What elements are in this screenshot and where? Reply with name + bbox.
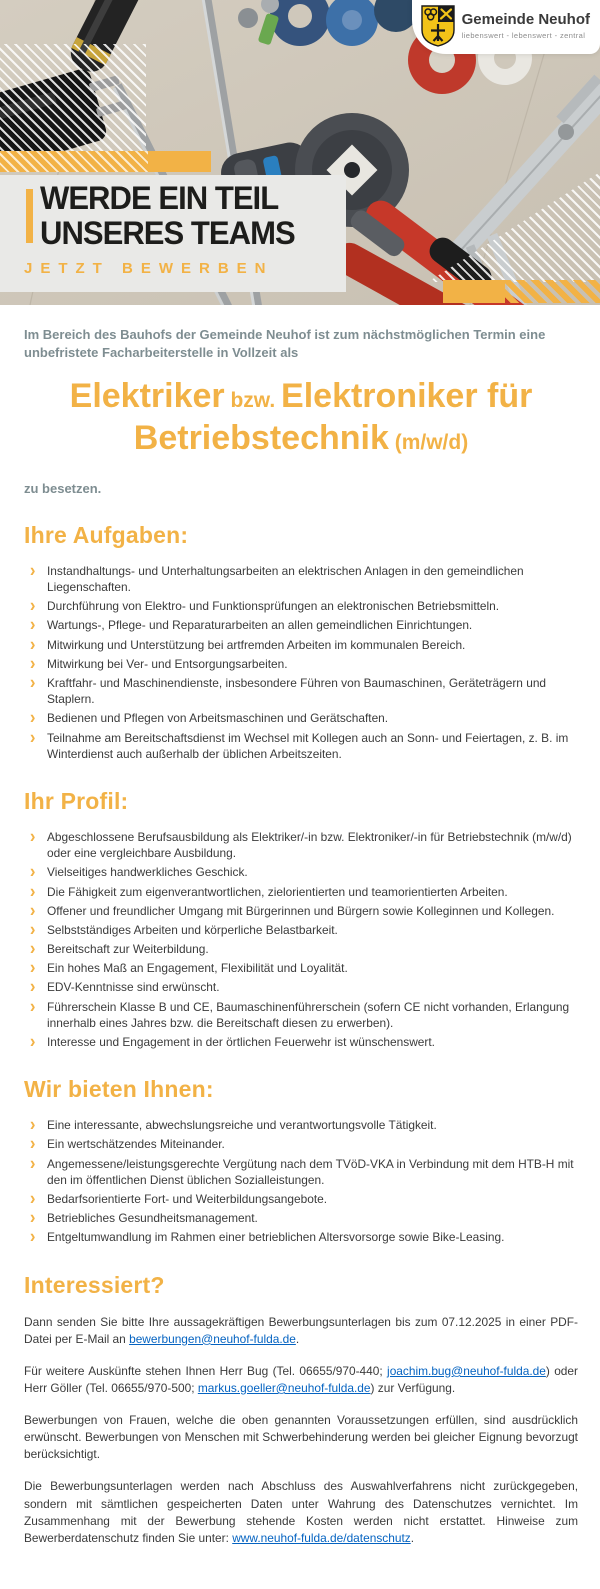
list-item xyxy=(29,882,578,902)
after-title-text: zu besetzen. xyxy=(24,480,102,496)
email-or-web-link[interactable]: bewerbungen@neuhof-fulda.de xyxy=(129,1331,296,1346)
headline-box xyxy=(0,175,346,292)
list-item-text: Betriebliches Gesundheitsmanagement. xyxy=(47,1211,258,1226)
chevron-right-icon: › xyxy=(29,728,36,748)
yellow-band-top xyxy=(0,151,211,172)
section-title: Ihr Profil: xyxy=(24,787,129,814)
list-item-text: Führerschein Klasse B und CE, Baumaschinenführerschein (sofern CE nicht vorhanden, Erlangung innerhalb eines Jahres bzw. die Bereitschaft diesen zu erwerben). xyxy=(47,999,570,1030)
list-item-text: Bedarfsorientierte Fort- und Weiterbildungsangebote. xyxy=(47,1191,328,1206)
chevron-right-icon: › xyxy=(29,978,36,998)
closing-title: Interessiert? xyxy=(24,1271,165,1298)
chevron-right-icon: › xyxy=(29,1227,36,1248)
closing-paragraph xyxy=(24,1478,578,1547)
chevron-right-icon: › xyxy=(29,635,36,655)
list-item-text: Eine interessante, abwechslungsreiche und verantwortungsvolle Tätigkeit. xyxy=(47,1118,437,1133)
paragraph-text: ) zur Verfügung. xyxy=(370,1380,456,1395)
chevron-right-icon: › xyxy=(29,1208,36,1229)
list-item-text: Offener und freundlicher Umgang mit Bürgerinnen und Bürgern sowie Kolleginnen und Kollegen. xyxy=(47,903,555,918)
chevron-right-icon: › xyxy=(29,901,36,921)
chevron-right-icon: › xyxy=(29,654,36,675)
list-item-text: Bereitschaft zur Weiterbildung. xyxy=(47,942,209,957)
job-title xyxy=(24,375,578,460)
list-item xyxy=(29,709,578,729)
list-item-text: Entgeltumwandlung im Rahmen einer betrieblichen Altersvorsorge sowie Bike-Leasing. xyxy=(47,1230,505,1245)
chevron-right-icon: › xyxy=(29,1189,36,1210)
intro-text: Im Bereich des Bauhofs der Gemeinde Neuhof ist zum nächstmöglichen Termin eine unbefristete Facharbeiterstelle in Vollzeit als xyxy=(24,327,546,360)
list-item-text: Die Fähigkeit zum eigenverantwortlichen, zielorientierten und teamorientierten Arbeiten. xyxy=(47,884,508,899)
list-item-text: Bedienen und Pflegen von Arbeitsmaschinen und Gerätschaften. xyxy=(47,711,389,726)
chevron-right-icon: › xyxy=(29,1154,36,1174)
closing-paragraph xyxy=(24,1412,578,1463)
list-item xyxy=(29,1135,578,1155)
coat-of-arms-icon xyxy=(421,5,455,47)
closing-paragraph xyxy=(24,1314,578,1348)
gemeinde-neuhof-logo xyxy=(412,0,600,54)
list-item xyxy=(29,1115,578,1136)
list-item xyxy=(29,920,578,941)
chevron-right-icon: › xyxy=(29,939,36,960)
list-item-text: Durchführung von Elektro- und Funktionsprüfungen an elektronischen Betriebsmitteln. xyxy=(47,599,500,614)
list-item xyxy=(29,978,578,998)
accent-bar xyxy=(26,189,33,243)
section-title: Wir bieten Ihnen: xyxy=(24,1076,214,1103)
chevron-right-icon: › xyxy=(29,561,36,582)
closing xyxy=(24,1272,578,1548)
logo-name: Gemeinde Neuhof xyxy=(461,11,590,29)
chevron-right-icon: › xyxy=(29,827,36,848)
closing-paragraph xyxy=(24,1363,578,1397)
list-item-text: Interesse und Engagement in der örtlichen Feuerwehr ist wünschenswert. xyxy=(47,1035,435,1049)
list-item-text: Mitwirkung bei Ver- und Entsorgungsarbeiten. xyxy=(47,656,288,671)
chevron-right-icon: › xyxy=(29,1032,36,1053)
list-item xyxy=(29,561,578,595)
list-item-text: Ein wertschätzendes Miteinander. xyxy=(47,1137,225,1152)
list-item xyxy=(29,1189,578,1210)
chevron-right-icon: › xyxy=(29,920,36,941)
bullet-list xyxy=(24,563,578,762)
list-item xyxy=(29,997,578,1031)
list-item xyxy=(29,635,578,655)
list-item-text: Abgeschlossene Berufsausbildung als Elektriker/-in bzw. Elektroniker/-in für Betriebstechnik (m/w/d) oder eine vergleichbare Ausbildung. xyxy=(47,829,572,861)
list-item xyxy=(29,1032,578,1053)
list-item-text: Instandhaltungs- und Unterhaltungsarbeiten an elektrischen Anlagen in den gemeindlichen Liegenschaften. xyxy=(47,563,524,595)
list-item xyxy=(29,654,578,675)
headline-line1: WERDE EIN TEIL xyxy=(40,180,279,216)
email-or-web-link[interactable]: markus.goeller@neuhof-fulda.de xyxy=(197,1380,371,1395)
list-item xyxy=(29,673,578,707)
closing-paragraphs xyxy=(24,1314,578,1548)
paragraph-text: ) oder Herr Göller (Tel. 06655/970-500; xyxy=(24,1363,578,1395)
list-item xyxy=(29,939,578,960)
list-item-text: Angemessene/leistungsgerechte Vergütung nach dem TVöD-VKA in Verbindung mit dem HTB-H mit den im öffentlichen Dienst üblichen Sozialleistungen. xyxy=(47,1156,574,1187)
flyer-body xyxy=(0,326,600,1589)
list-item xyxy=(29,1227,578,1248)
chevron-right-icon: › xyxy=(29,709,36,729)
sections xyxy=(24,522,578,1246)
list-item xyxy=(29,827,578,861)
bullet-list xyxy=(24,827,578,1053)
chevron-right-icon: › xyxy=(29,882,36,902)
paragraph-text: Bewerbungen von Frauen, welche die oben genannten Voraussetzungen erfüllen, sind ausdrücklich erwünscht. Bewerbungen von Menschen mit Schwerbehinderung werden bei gleicher Eignung bevorzugt berücksichtigt. xyxy=(24,1413,578,1462)
list-item-text: Selbstständiges Arbeiten und körperliche Belastbarkeit. xyxy=(47,922,338,937)
list-item-text: Vielseitiges handwerkliches Geschick. xyxy=(47,865,248,880)
list-item-text: Kraftfahr- und Maschinendienste, insbesondere Führen von Baumaschinen, Geräteträgern und Staplern. xyxy=(47,676,547,707)
logo-tagline: liebenswert - lebenswert - zentral xyxy=(461,30,586,40)
chevron-right-icon: › xyxy=(29,1115,36,1136)
list-item xyxy=(29,862,578,883)
headline xyxy=(40,181,295,250)
job-title-line1: Elektriker bzw. Elektroniker für xyxy=(69,376,533,415)
list-item-text: Teilnahme am Bereitschaftsdienst im Wechsel mit Kollegen auch an Sonn- und Feiertagen, z. B. im Winterdienst auch außerhalb der üblichen Arbeitszeiten. xyxy=(47,730,569,761)
job-title-line2: Betriebstechnik (m/w/d) xyxy=(133,419,469,458)
list-item xyxy=(29,901,578,921)
chevron-right-icon: › xyxy=(29,1135,36,1155)
chevron-right-icon: › xyxy=(29,958,36,979)
diagonal-hatch-left xyxy=(0,44,146,166)
chevron-right-icon: › xyxy=(29,862,36,883)
email-or-web-link[interactable]: joachim.bug@neuhof-fulda.de xyxy=(387,1363,546,1378)
chevron-right-icon: › xyxy=(29,673,36,694)
email-or-web-link[interactable]: www.neuhof-fulda.de/datenschutz xyxy=(232,1530,411,1545)
list-item xyxy=(29,1208,578,1229)
chevron-right-icon: › xyxy=(29,596,36,617)
list-item xyxy=(29,728,578,762)
paragraph-text: . xyxy=(410,1530,415,1545)
chevron-right-icon: › xyxy=(29,997,36,1017)
list-item-text: Mitwirkung und Unterstützung bei artfremden Arbeiten im kommunalen Bereich. xyxy=(47,637,466,652)
list-item xyxy=(29,1154,578,1188)
chevron-right-icon: › xyxy=(29,616,36,636)
list-item-text: Ein hohes Maß an Engagement, Flexibilität und Loyalität. xyxy=(47,961,348,976)
section-title: Ihre Aufgaben: xyxy=(24,521,189,548)
list-item-text: Wartungs-, Pflege- und Reparaturarbeiten an allen gemeindlichen Einrichtungen. xyxy=(47,618,473,633)
list-item xyxy=(29,958,578,979)
yellow-band-bottom-hatch xyxy=(505,280,600,303)
paragraph-text: Dann senden Sie bitte Ihre aussagekräftigen Bewerbungsunterlagen bis zum 07.12.2025 in einer PDF-Datei per E-Mail an xyxy=(24,1314,578,1346)
paragraph-text: Die Bewerbungsunterlagen werden nach Abschluss des Auswahlverfahrens nicht zurückgegeben, sondern mit sämtlichen gespeicherten Daten unter Wahrung des Datenschutzes vernichtet. Im Zusammenhang mit der Bewerbung stehende Kosten werden nicht erstattet. Hinweise zum Bewerberdatenschutz finden Sie unter: xyxy=(24,1479,578,1545)
list-item-text: EDV-Kenntnisse sind erwünscht. xyxy=(47,980,220,995)
headline-subtitle: JETZT BEWERBEN xyxy=(24,260,274,277)
headline-line2: UNSERES TEAMS xyxy=(40,214,295,251)
bullet-list xyxy=(24,1115,578,1248)
hero-photo xyxy=(0,0,600,305)
paragraph-text: . xyxy=(295,1331,300,1346)
yellow-band-bottom xyxy=(443,280,505,303)
list-item xyxy=(29,616,578,636)
list-item xyxy=(29,596,578,617)
paragraph-text: Für weitere Auskünfte stehen Ihnen Herr Bug (Tel. 06655/970-440; xyxy=(24,1363,388,1378)
